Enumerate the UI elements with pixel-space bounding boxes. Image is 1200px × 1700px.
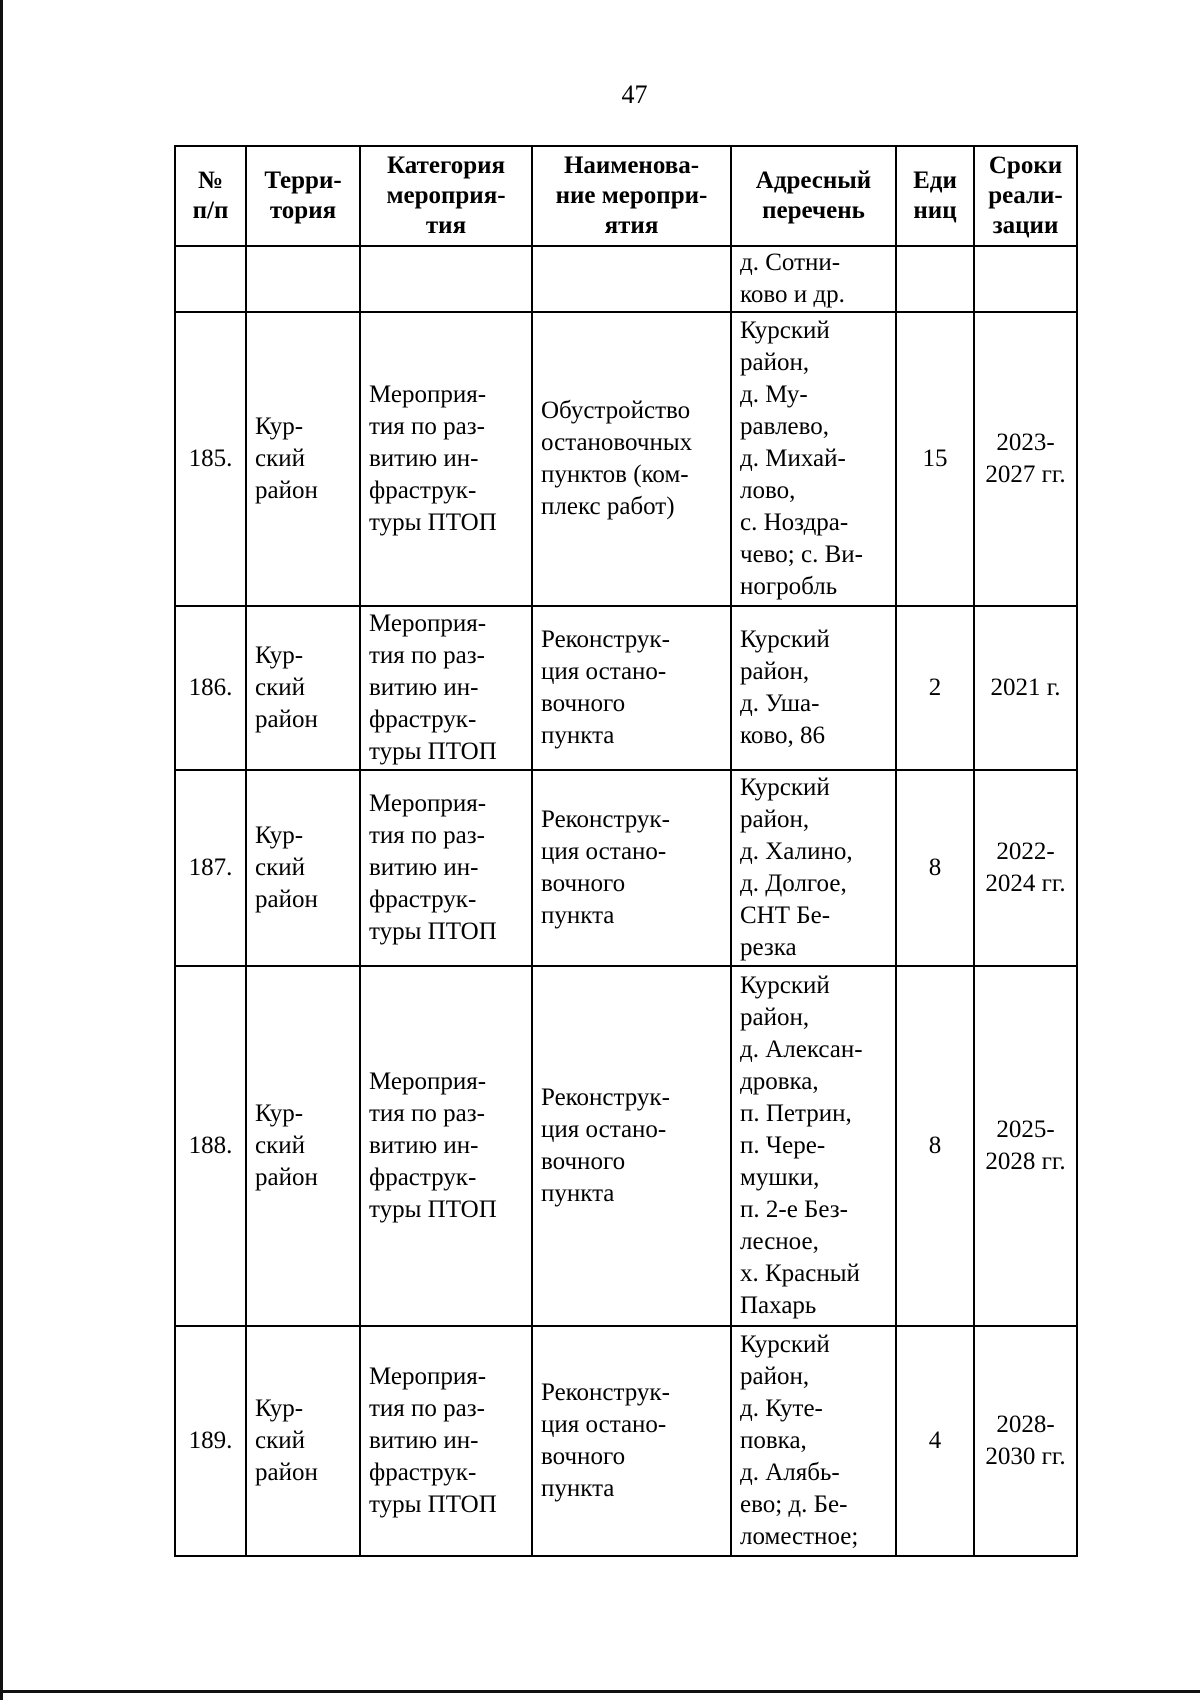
measures-table (174, 145, 1078, 1557)
cell-address: Курский район, д. Алексан- дровка, п. Петрин, п. Чере- мушки, п. 2-е Без- лесное, х. Красный Пахарь (731, 966, 896, 1326)
cell-units: 2 (896, 606, 974, 770)
cell-address: Курский район, д. Халино, д. Долгое, СНТ Бе- резка (731, 770, 896, 966)
cell-number: 186. (175, 606, 246, 770)
cell-dates: 2022- 2024 гг. (974, 770, 1077, 966)
cell-number: 189. (175, 1326, 246, 1556)
header-dates: Сроки реали- зации (974, 146, 1077, 246)
cell-address: Курский район, д. Куте- повка, д. Алябь- ево; д. Бе- ломестное; (731, 1326, 896, 1556)
table-row-continuation (175, 246, 1077, 312)
cell-units: 8 (896, 770, 974, 966)
cell-name: Реконструк- ция остано- вочного пункта (532, 606, 731, 770)
cell-dates: 2023- 2027 гг. (974, 312, 1077, 606)
cell-category (360, 246, 532, 312)
cell-category: Мероприя- тия по раз- витию ин- фраструк- туры ПТОП (360, 312, 532, 606)
cell-dates (974, 246, 1077, 312)
cell-territory: Кур- ский район (246, 966, 360, 1326)
cell-territory: Кур- ский район (246, 770, 360, 966)
cell-number: 185. (175, 312, 246, 606)
header-territory: Терри- тория (246, 146, 360, 246)
cell-dates: 2028- 2030 гг. (974, 1326, 1077, 1556)
cell-units: 8 (896, 966, 974, 1326)
cell-name (532, 246, 731, 312)
cell-name: Обустройство остановочных пунктов (ком- плекс работ) (532, 312, 731, 606)
cell-address: д. Сотни- ково и др. (731, 246, 896, 312)
header-name: Наименова- ние меропри- ятия (532, 146, 731, 246)
cell-dates: 2021 г. (974, 606, 1077, 770)
page-left-border (0, 0, 3, 1700)
cell-territory: Кур- ский район (246, 1326, 360, 1556)
cell-category: Мероприя- тия по раз- витию ин- фраструк- туры ПТОП (360, 966, 532, 1326)
cell-category: Мероприя- тия по раз- витию ин- фраструк- туры ПТОП (360, 770, 532, 966)
table-row (175, 606, 1077, 770)
header-address: Адресный перечень (731, 146, 896, 246)
table-row (175, 312, 1077, 606)
cell-dates: 2025- 2028 гг. (974, 966, 1077, 1326)
cell-territory (246, 246, 360, 312)
cell-category: Мероприя- тия по раз- витию ин- фраструк- туры ПТОП (360, 1326, 532, 1556)
table-row (175, 966, 1077, 1326)
header-number: № п/п (175, 146, 246, 246)
table-header-row (175, 146, 1077, 246)
cell-name: Реконструк- ция остано- вочного пункта (532, 1326, 731, 1556)
page-bottom-border (0, 1690, 1200, 1693)
header-category: Категория мероприя- тия (360, 146, 532, 246)
cell-units: 4 (896, 1326, 974, 1556)
cell-address: Курский район, д. Му- равлево, д. Михай- лово, с. Ноздра- чево; с. Ви- ногробль (731, 312, 896, 606)
page-number: 47 (621, 80, 648, 109)
table-row (175, 770, 1077, 966)
cell-name: Реконструк- ция остано- вочного пункта (532, 966, 731, 1326)
cell-address: Курский район, д. Уша- ково, 86 (731, 606, 896, 770)
cell-number: 188. (175, 966, 246, 1326)
cell-units: 15 (896, 312, 974, 606)
header-units: Еди ниц (896, 146, 974, 246)
cell-territory: Кур- ский район (246, 312, 360, 606)
cell-number: 187. (175, 770, 246, 966)
cell-category: Мероприя- тия по раз- витию ин- фраструк- туры ПТОП (360, 606, 532, 770)
cell-number (175, 246, 246, 312)
table-row (175, 1326, 1077, 1556)
cell-units (896, 246, 974, 312)
cell-name: Реконструк- ция остано- вочного пункта (532, 770, 731, 966)
cell-territory: Кур- ский район (246, 606, 360, 770)
